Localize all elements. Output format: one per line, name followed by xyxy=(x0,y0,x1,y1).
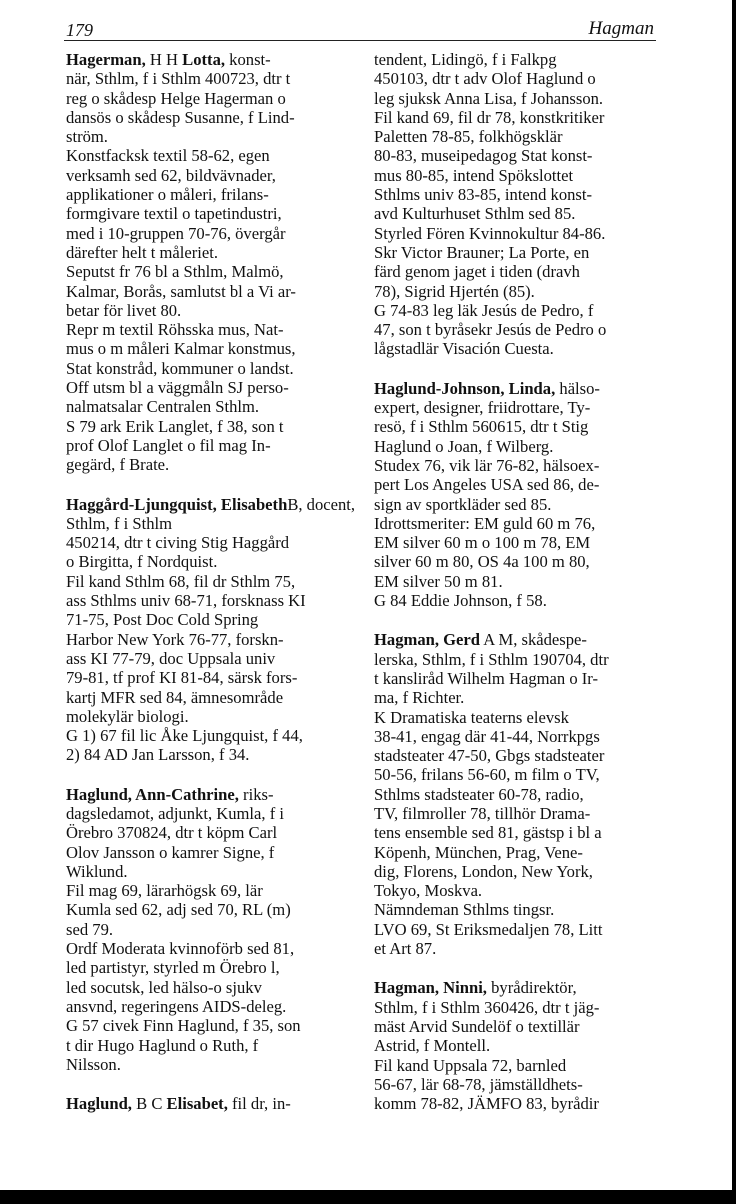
entry-line: Paletten 78-85, folkhögsklär xyxy=(374,127,563,147)
entry-line: G 74-83 leg läk Jesús de Pedro, f xyxy=(374,300,594,320)
entry-headword: Hagerman, xyxy=(66,50,146,69)
entry-line: formgivare textil o tapetindustri, xyxy=(66,204,282,224)
entry-text: konst- xyxy=(225,50,271,69)
entry-line: 38-41, engag där 41-44, Norrkpgs xyxy=(374,726,600,746)
entry-line: Stat konstråd, kommuner o landst. xyxy=(66,358,294,378)
entry-line: Konstfacksk textil 58-62, egen xyxy=(66,146,270,166)
right-column xyxy=(374,50,670,1133)
entry-line: EM silver 50 m 81. xyxy=(374,571,503,591)
entry-headword: Haggård-Ljungquist, Elisabeth xyxy=(66,494,288,514)
entry-line: Seputst fr 76 bl a Sthlm, Malmö, xyxy=(66,262,284,282)
running-head: Hagman xyxy=(588,18,654,39)
biography-entry xyxy=(66,1094,362,1113)
entry-line: Wiklund. xyxy=(66,861,128,881)
entry-initials: A M, xyxy=(480,630,522,650)
entry-line: dig, Florens, London, New York, xyxy=(374,861,593,881)
entry-line: K Dramatiska teaterns elevsk xyxy=(374,707,569,727)
entry-line: 78), Sigrid Hjertén (85). xyxy=(374,281,535,301)
entry-line: Studex 76, vik lär 76-82, hälsoex- xyxy=(374,455,600,475)
entry-line: Styrled Fören Kvinnokultur 84-86. xyxy=(374,223,606,243)
entry-line: prof Olof Langlet o fil mag In- xyxy=(66,435,271,455)
entry-line: 79-81, tf prof KI 81-84, särsk fors- xyxy=(66,668,298,688)
entry-line: betar för livet 80. xyxy=(66,300,182,320)
entry-line: lågstadlär Visación Cuesta. xyxy=(374,339,554,359)
entry-line: Nilsson. xyxy=(66,1054,121,1074)
entry-text: byrådirektör, xyxy=(486,978,577,998)
entry-line: Örebro 370824, dtr t köpm Carl xyxy=(66,823,278,843)
entry-line: 450214, dtr t civing Stig Haggård xyxy=(66,533,290,553)
entry-line: mäst Arvid Sundelöf o textillär xyxy=(374,1016,580,1036)
entry-line: därefter helt t måleriet. xyxy=(66,242,219,262)
entry-line xyxy=(66,495,362,534)
entry-text: fil dr, in- xyxy=(227,1094,291,1114)
scan-bottom-edge xyxy=(0,1190,736,1204)
entry-line: 47, son t byråsekr Jesús de Pedro o xyxy=(374,320,607,340)
entry-line: tendent, Lidingö, f i Falkpg xyxy=(374,50,557,69)
entry-line: G 84 Eddie Johnson, f 58. xyxy=(374,591,547,611)
entry-line: ass Sthlms univ 68-71, forsknass KI xyxy=(66,591,306,611)
entry-line: expert, designer, friidrottare, Ty- xyxy=(374,398,591,418)
entry-line: Kalmar, Borås, samlutst bl a Vi ar- xyxy=(66,281,296,301)
entry-line: ansvnd, regeringens AIDS-deleg. xyxy=(66,996,287,1016)
biography-entry xyxy=(374,50,670,359)
entry-line: EM silver 60 m o 100 m 78, EM xyxy=(374,533,591,553)
entry-headword: Haglund, xyxy=(66,1094,132,1114)
biography-entry xyxy=(66,785,362,1074)
entry-line: ass KI 77-79, doc Uppsala univ xyxy=(66,648,276,668)
entry-line: stadsteater 47-50, Gbgs stadsteater xyxy=(374,746,605,766)
entry-line: tens ensemble sed 81, gästsp i bl a xyxy=(374,823,602,843)
entry-line: 2) 84 AD Jan Larsson, f 34. xyxy=(66,745,250,765)
entry-line: sed 79. xyxy=(66,919,114,939)
entry-line: 50-56, frilans 56-60, m film o TV, xyxy=(374,765,600,785)
entry-line: LVO 69, St Eriksmedaljen 78, Litt xyxy=(374,919,603,939)
entry-line: ma, f Richter. xyxy=(374,688,465,708)
entry-line: nalmatsalar Centralen Sthlm. xyxy=(66,397,260,417)
entry-headword: Haglund-Johnson, Linda, xyxy=(374,378,556,398)
entry-line: dansös o skådesp Susanne, f Lind- xyxy=(66,107,295,127)
entry-line: Repr m textil Röhsska mus, Nat- xyxy=(66,320,284,340)
entry-text: hälso- xyxy=(555,378,600,398)
entry-line xyxy=(374,978,670,997)
entry-line: reg o skådesp Helge Hagerman o xyxy=(66,88,286,108)
biography-entry xyxy=(374,379,670,611)
entry-line: Sthlms univ 83-85, intend konst- xyxy=(374,185,593,205)
entry-text: skådespe- xyxy=(521,630,587,650)
entry-text: B, docent, Sthlm, f i Sthlm xyxy=(66,494,356,533)
entry-line: Olov Jansson o kamrer Signe, f xyxy=(66,842,275,862)
entry-line: Nämndeman Sthlms tingsr. xyxy=(374,900,555,920)
entry-line: Astrid, f Montell. xyxy=(374,1036,491,1056)
entry-line xyxy=(66,50,362,69)
entry-line: Tokyo, Moskva. xyxy=(374,881,483,901)
scan-edge xyxy=(732,0,736,1204)
entry-initials: B C xyxy=(131,1094,167,1114)
entry-line: Fil kand Uppsala 72, barnled xyxy=(374,1055,567,1075)
entry-line: molekylär biologi. xyxy=(66,706,189,726)
entry-line: Haglund o Joan, f Wilberg. xyxy=(374,436,554,456)
entry-line: Ordf Moderata kvinnoförb sed 81, xyxy=(66,939,295,959)
entry-line: mus o m måleri Kalmar konstmus, xyxy=(66,339,296,359)
entry-initials: H H xyxy=(145,50,183,69)
entry-line xyxy=(66,1094,362,1113)
entry-line: led partistyr, styrled m Örebro l, xyxy=(66,958,280,978)
entry-line: 450103, dtr t adv Olof Haglund o xyxy=(374,69,596,89)
entry-line: färd genom jaget i tiden (dravh xyxy=(374,262,580,282)
entry-headword: Haglund, Ann-Cathrine, xyxy=(66,784,239,804)
entry-line: Kumla sed 62, adj sed 70, RL (m) xyxy=(66,900,291,920)
entry-line: Fil kand Sthlm 68, fil dr Sthlm 75, xyxy=(66,571,296,591)
entry-line: leg sjuksk Anna Lisa, f Johansson. xyxy=(374,88,604,108)
entry-line: verksamh sed 62, bildvävnader, xyxy=(66,165,276,185)
entry-line: kartj MFR sed 84, ämnesområde xyxy=(66,687,284,707)
biography-entry xyxy=(66,495,362,765)
entry-line: led socutsk, led hälso-o sjukv xyxy=(66,977,262,997)
entry-line xyxy=(66,785,362,804)
entry-line: Köpenh, München, Prag, Vene- xyxy=(374,842,583,862)
entry-line: G 1) 67 fil lic Åke Ljungquist, f 44, xyxy=(66,726,303,746)
entry-line: TV, filmroller 78, tillhör Drama- xyxy=(374,803,591,823)
entry-line: 80-83, museipedagog Stat konst- xyxy=(374,146,593,166)
entry-line: avd Kulturhuset Sthlm sed 85. xyxy=(374,204,576,224)
entry-line: dagsledamot, adjunkt, Kumla, f i xyxy=(66,803,284,823)
entry-line: applikationer o måleri, frilans- xyxy=(66,185,269,205)
entry-line: t dir Hugo Haglund o Ruth, f xyxy=(66,1035,259,1055)
entry-line: et Art 87. xyxy=(374,939,437,959)
entry-line: Off utsm bl a väggmåln SJ perso- xyxy=(66,378,289,398)
entry-line xyxy=(374,630,670,649)
biography-entry xyxy=(374,630,670,958)
entry-line: resö, f i Sthlm 560615, dtr t Stig xyxy=(374,417,589,437)
entry-line xyxy=(374,379,670,398)
entry-headword: Hagman, Gerd xyxy=(374,630,481,650)
entry-given-name: Lotta, xyxy=(182,50,226,69)
entry-line: Sthlms stadsteater 60-78, radio, xyxy=(374,784,584,804)
entry-line: Sthlm, f i Sthlm 360426, dtr t jäg- xyxy=(374,997,600,1017)
entry-line: 71-75, Post Doc Cold Spring xyxy=(66,610,259,630)
entry-line: ström. xyxy=(66,127,108,147)
entry-line: t kanslіråd Wilhelm Hagman o Ir- xyxy=(374,668,599,688)
entry-line: G 57 civek Finn Haglund, f 35, son xyxy=(66,1016,301,1036)
entry-line: Fil kand 69, fil dr 78, konstkritiker xyxy=(374,107,605,127)
entry-line: lerska, Sthlm, f i Sthlm 190704, dtr xyxy=(374,649,609,669)
biography-entry xyxy=(66,50,362,475)
entry-line: silver 60 m 80, OS 4a 100 m 80, xyxy=(374,552,590,572)
biography-entry xyxy=(374,978,670,1113)
entry-line: mus 80-85, intend Spökslottet xyxy=(374,165,574,185)
entry-line: komm 78-82, JÄMFO 83, byrådir xyxy=(374,1094,599,1114)
entry-line: o Birgitta, f Nordquist. xyxy=(66,552,218,572)
header-rule xyxy=(64,40,656,41)
page-number: 179 xyxy=(66,20,93,40)
entry-line: pert Los Angeles USA sed 86, de- xyxy=(374,475,600,495)
entry-line: Idrottsmeriter: EM guld 60 m 76, xyxy=(374,513,596,533)
entry-line: Harbor New York 76-77, forskn- xyxy=(66,629,284,649)
entry-line: gegärd, f Brate. xyxy=(66,455,170,475)
entry-line: S 79 ark Erik Langlet, f 38, son t xyxy=(66,416,284,436)
entry-line: 56-67, lär 68-78, jämställdhets- xyxy=(374,1074,583,1094)
left-column xyxy=(66,50,362,1133)
entry-line: Skr Victor Brauner; La Porte, en xyxy=(374,242,590,262)
entry-line: Fil mag 69, lärarhögsk 69, lär xyxy=(66,881,263,901)
entry-line: när, Sthlm, f i Sthlm 400723, dtr t xyxy=(66,69,291,89)
entry-line: med i 10-gruppen 70-76, övergår xyxy=(66,223,286,243)
entry-given-name: Elisabet, xyxy=(166,1094,228,1114)
entry-headword: Hagman, Ninni, xyxy=(374,978,487,998)
entry-text: riks- xyxy=(238,784,274,804)
entry-line: sign av sportkläder sed 85. xyxy=(374,494,552,514)
